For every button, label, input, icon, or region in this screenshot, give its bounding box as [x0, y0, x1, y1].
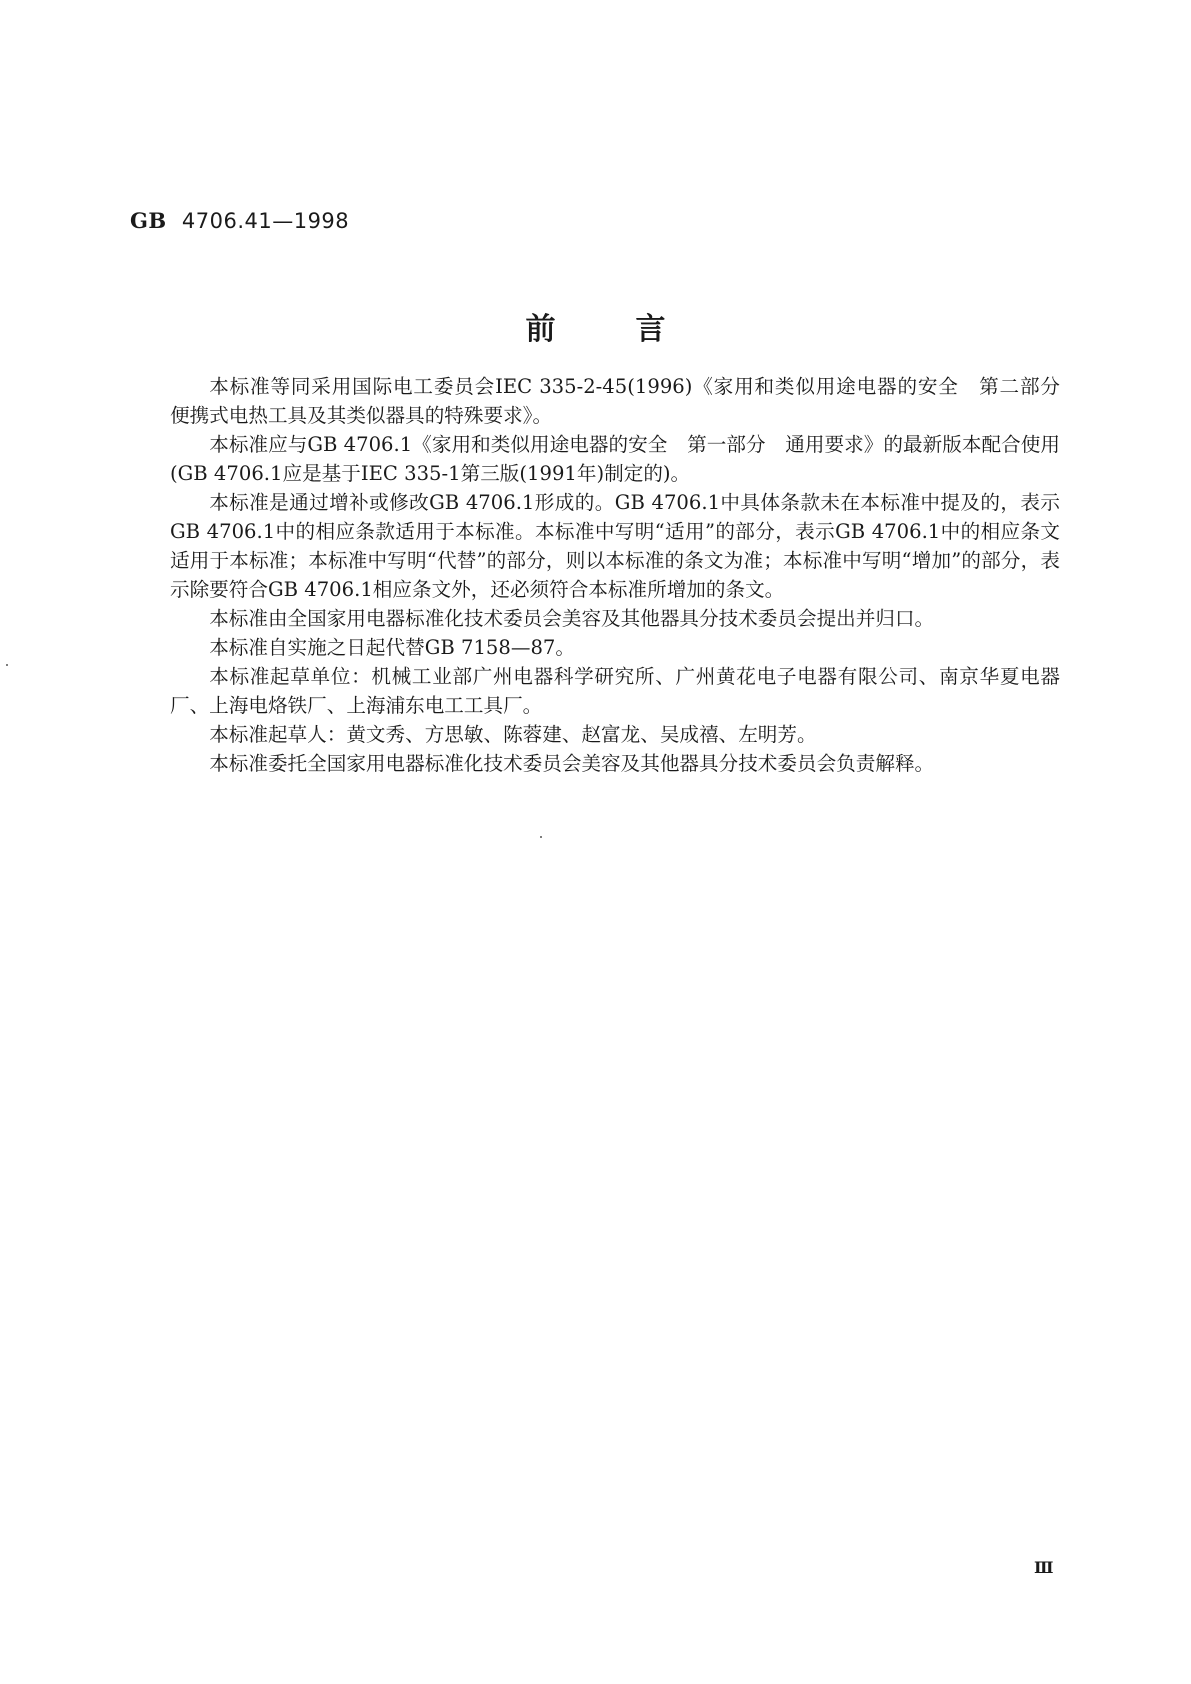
paragraph-usage: 本标准应与GB 4706.1《家用和类似用途电器的安全 第一部分 通用要求》的最新版本配合使用(GB 4706.1应是基于IEC 335-1第三版(1991年)制定的)。: [170, 433, 1060, 485]
paragraph-replaces: 本标准自实施之日起代替GB 7158—87。: [209, 636, 575, 659]
paragraph-drafting-units: 本标准起草单位：机械工业部广州电器科学研究所、广州黄花电子电器有限公司、南京华夏电器厂、上海电烙铁厂、上海浦东电工工具厂。: [170, 665, 1060, 717]
standard-code-prefix: GB: [130, 208, 167, 233]
paragraph-adoption: 本标准等同采用国际电工委员会IEC 335-2-45(1996)《家用和类似用途电器的安全 第二部分 便携式电热工具及其类似器具的特殊要求》。: [170, 375, 1080, 427]
foreword-body: [170, 372, 1080, 778]
scan-speck: [540, 836, 542, 838]
standard-code-number: 4706.41—1998: [181, 209, 350, 233]
scan-speck: [6, 664, 8, 666]
page-number: Ⅲ: [1034, 1558, 1054, 1577]
section-title: 前言: [525, 312, 746, 347]
paragraph-drafters: 本标准起草人：黄文秀、方思敏、陈蓉建、赵富龙、吴成禧、左明芳。: [209, 723, 817, 746]
paragraph-structure: 本标准是通过增补或修改GB 4706.1形成的。GB 4706.1中具体条款未在本标准中提及的，表示GB 4706.1中的相应条款适用于本标准。本标准中写明“适用”的部分，表示GB 4706.1中的相应条文适用于本标准；本标准中写明“代替”的部分，则以本标准的条文为准；本标准中写明“增加”的部分，表示除要符合GB 4706.1相应条文外，还必须符合本标准所增加的条文。: [170, 491, 1060, 601]
paragraph-proposer: 本标准由全国家用电器标准化技术委员会美容及其他器具分技术委员会提出并归口。: [209, 607, 935, 630]
paragraph-interpretation: 本标准委托全国家用电器标准化技术委员会美容及其他器具分技术委员会负责解释。: [209, 752, 935, 775]
standard-code-header: [130, 208, 349, 233]
